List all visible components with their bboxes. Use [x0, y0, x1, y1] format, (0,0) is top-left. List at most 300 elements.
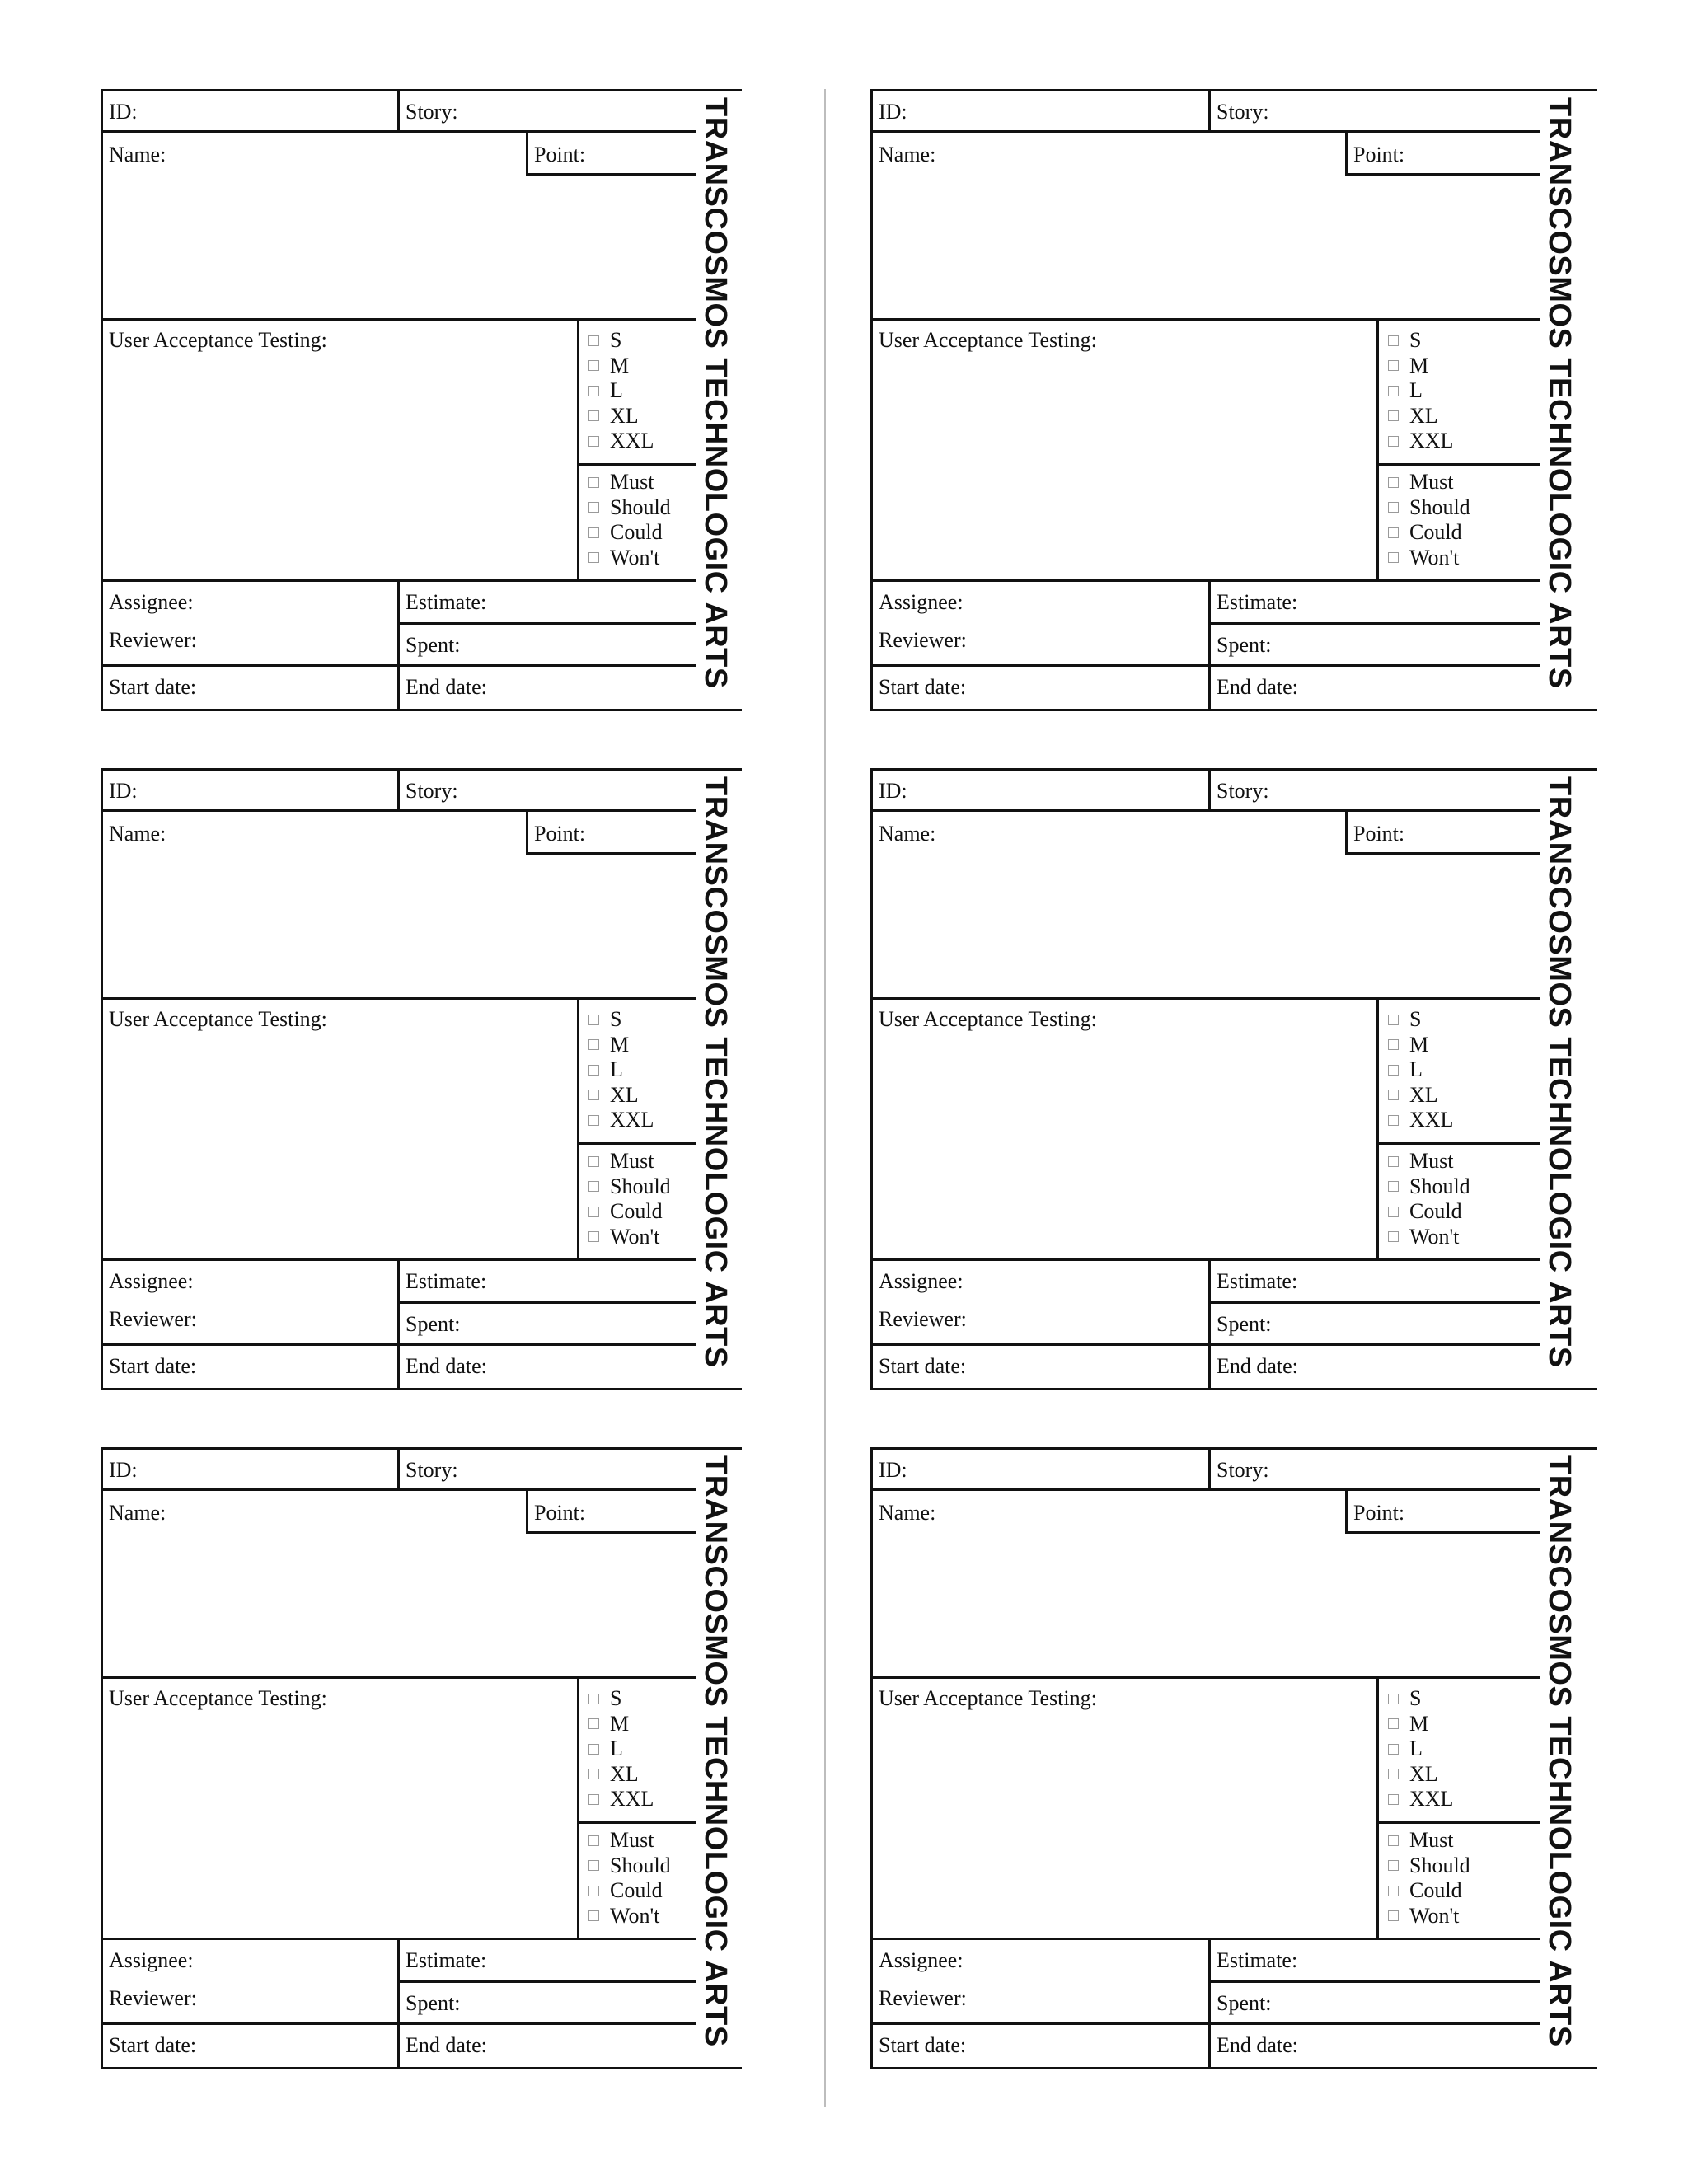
- card-bottom-border: [101, 1388, 742, 1390]
- reviewer-field[interactable]: Reviewer:: [879, 628, 967, 652]
- checkbox-icon[interactable]: [1388, 1231, 1399, 1242]
- checkbox-icon[interactable]: [1388, 1910, 1399, 1921]
- checkbox-label: M: [1409, 1032, 1429, 1057]
- estimate-field[interactable]: Estimate:: [1217, 1948, 1298, 1972]
- row-divider: [101, 1343, 696, 1346]
- card-left-border: [101, 89, 103, 710]
- estimate-spent-divider: [397, 1301, 696, 1304]
- start-date-field[interactable]: Start date:: [879, 2033, 967, 2057]
- options-divider: [1376, 463, 1540, 466]
- story-field[interactable]: Story:: [406, 1458, 458, 1482]
- people-effort-divider: [1208, 1938, 1211, 2069]
- spent-field[interactable]: Spent:: [406, 1991, 461, 2015]
- priority-option[interactable]: [588, 1149, 654, 1174]
- checkbox-label: L: [1409, 1057, 1423, 1081]
- start-date-field[interactable]: Start date:: [879, 1354, 967, 1378]
- size-option[interactable]: [1388, 404, 1438, 429]
- story-field[interactable]: Story:: [406, 779, 458, 803]
- checkbox-label: XL: [610, 403, 639, 428]
- checkbox-icon[interactable]: [588, 386, 599, 396]
- priority-option[interactable]: [588, 1174, 671, 1199]
- checkbox-label: M: [610, 1711, 630, 1736]
- people-effort-divider: [397, 579, 400, 711]
- size-option[interactable]: [588, 429, 654, 453]
- spent-field[interactable]: Spent:: [406, 633, 461, 657]
- size-option[interactable]: [588, 378, 623, 403]
- checkbox-label: Must: [610, 1149, 654, 1173]
- checkbox-icon[interactable]: [1388, 1886, 1399, 1896]
- id-story-divider: [1208, 768, 1211, 811]
- point-field[interactable]: Point:: [534, 1501, 586, 1525]
- row-divider: [870, 2022, 1540, 2025]
- row-divider: [101, 2022, 696, 2025]
- spent-field[interactable]: Spent:: [1217, 633, 1272, 657]
- uat-options-divider: [577, 1676, 579, 1940]
- point-bottom: [1345, 852, 1540, 855]
- checkbox-icon[interactable]: [588, 335, 599, 346]
- story-card: [101, 768, 742, 1394]
- checkbox-label: XXL: [1409, 1108, 1454, 1132]
- estimate-spent-divider: [397, 1980, 696, 1983]
- checkbox-icon[interactable]: [1388, 1015, 1399, 1025]
- checkbox-label: Could: [610, 1199, 663, 1223]
- reviewer-field[interactable]: Reviewer:: [109, 628, 197, 652]
- card-top-border: [101, 1447, 742, 1450]
- estimate-spent-divider: [1208, 1301, 1540, 1304]
- id-field[interactable]: ID:: [109, 1458, 138, 1482]
- checkbox-icon[interactable]: [588, 477, 599, 488]
- size-option[interactable]: [588, 1762, 639, 1787]
- id-story-divider: [1208, 1447, 1211, 1490]
- checkbox-label: Could: [1409, 1878, 1462, 1902]
- checkbox-label: S: [610, 328, 622, 352]
- checkbox-icon[interactable]: [588, 1744, 599, 1755]
- end-date-field[interactable]: End date:: [1217, 675, 1298, 699]
- priority-option[interactable]: [588, 495, 671, 520]
- checkbox-icon[interactable]: [588, 527, 599, 538]
- card-bottom-border: [870, 1388, 1597, 1390]
- checkbox-icon[interactable]: [588, 502, 599, 513]
- priority-option[interactable]: [1388, 1199, 1462, 1224]
- end-date-field[interactable]: End date:: [406, 2033, 487, 2057]
- size-option[interactable]: [588, 1083, 639, 1108]
- checkbox-icon[interactable]: [588, 360, 599, 371]
- name-field[interactable]: Name:: [879, 822, 936, 846]
- checkbox-icon[interactable]: [1388, 1694, 1399, 1704]
- size-option[interactable]: [588, 1686, 621, 1711]
- uat-field[interactable]: User Acceptance Testing:: [879, 328, 1097, 352]
- size-option[interactable]: [1388, 1762, 1438, 1787]
- checkbox-icon[interactable]: [1388, 477, 1399, 488]
- checkbox-label: S: [610, 1007, 622, 1031]
- priority-option[interactable]: [1388, 470, 1453, 494]
- checkbox-icon[interactable]: [588, 1065, 599, 1076]
- size-option[interactable]: [1388, 1686, 1421, 1711]
- checkbox-icon[interactable]: [588, 1039, 599, 1050]
- start-date-field[interactable]: Start date:: [879, 675, 967, 699]
- name-field[interactable]: Name:: [879, 143, 936, 166]
- row-divider: [870, 1676, 1540, 1679]
- checkbox-label: L: [610, 1057, 623, 1081]
- row-divider: [101, 1676, 696, 1679]
- checkbox-icon[interactable]: [1388, 502, 1399, 513]
- estimate-field[interactable]: Estimate:: [1217, 1269, 1298, 1293]
- spent-field[interactable]: Spent:: [1217, 1991, 1272, 2015]
- checkbox-icon[interactable]: [588, 1794, 599, 1805]
- uat-field[interactable]: User Acceptance Testing:: [109, 1007, 327, 1031]
- point-divider: [526, 1488, 528, 1533]
- size-option[interactable]: [588, 404, 639, 429]
- point-field[interactable]: Point:: [534, 143, 586, 166]
- options-divider: [1376, 1142, 1540, 1145]
- row-divider: [870, 1343, 1540, 1346]
- size-option[interactable]: [588, 354, 629, 378]
- brand-vertical-text: TRANSCOSMOS TECHNOLOGIC ARTS: [698, 1455, 733, 2047]
- point-divider: [526, 130, 528, 175]
- point-field[interactable]: Point:: [1353, 1501, 1405, 1525]
- size-option[interactable]: [1388, 429, 1453, 453]
- end-date-field[interactable]: End date:: [1217, 2033, 1298, 2057]
- assignee-field[interactable]: Assignee:: [879, 1948, 964, 1972]
- checkbox-icon[interactable]: [1388, 436, 1399, 447]
- card-top-border: [870, 89, 1597, 91]
- priority-option[interactable]: [1388, 1174, 1470, 1199]
- checkbox-label: XXL: [610, 1108, 654, 1132]
- checkbox-label: S: [1409, 328, 1422, 352]
- priority-option[interactable]: [1388, 1828, 1453, 1853]
- id-field[interactable]: ID:: [879, 1458, 907, 1482]
- checkbox-label: M: [1409, 353, 1429, 377]
- point-field[interactable]: Point:: [534, 822, 586, 846]
- checkbox-label: Should: [1409, 494, 1470, 519]
- card-bottom-border: [870, 709, 1597, 711]
- checkbox-label: Won't: [1409, 1224, 1460, 1249]
- row-divider: [101, 1488, 696, 1491]
- checkbox-icon[interactable]: [588, 1860, 599, 1871]
- checkbox-label: Won't: [610, 1903, 660, 1928]
- card-left-border: [870, 89, 873, 710]
- priority-option[interactable]: [1388, 546, 1459, 570]
- row-divider: [870, 318, 1540, 321]
- priority-option[interactable]: [588, 546, 659, 570]
- priority-option[interactable]: [588, 1225, 659, 1249]
- size-option[interactable]: [588, 1007, 621, 1032]
- spent-field[interactable]: Spent:: [1217, 1312, 1272, 1336]
- checkbox-icon[interactable]: [1388, 1090, 1399, 1100]
- row-divider: [870, 1938, 1540, 1940]
- end-date-field[interactable]: End date:: [406, 1354, 487, 1378]
- card-top-border: [101, 768, 742, 771]
- story-field[interactable]: Story:: [1217, 779, 1269, 803]
- checkbox-icon[interactable]: [1388, 1115, 1399, 1126]
- checkbox-label: Won't: [1409, 545, 1460, 569]
- priority-option[interactable]: [1388, 1854, 1470, 1878]
- size-option[interactable]: [1388, 1108, 1453, 1132]
- card-bottom-border: [870, 2067, 1597, 2069]
- checkbox-label: XL: [1409, 1082, 1438, 1107]
- checkbox-label: XL: [1409, 1761, 1438, 1786]
- checkbox-label: XL: [610, 1082, 639, 1107]
- size-option[interactable]: [588, 1736, 623, 1761]
- options-divider: [577, 1821, 696, 1824]
- card-left-border: [101, 1447, 103, 2069]
- name-field[interactable]: Name:: [879, 1501, 936, 1525]
- estimate-field[interactable]: Estimate:: [406, 1269, 487, 1293]
- checkbox-label: Should: [1409, 1853, 1470, 1877]
- reviewer-field[interactable]: Reviewer:: [109, 1307, 197, 1331]
- priority-option[interactable]: [588, 470, 654, 494]
- priority-option[interactable]: [588, 1199, 663, 1224]
- story-card: [870, 89, 1597, 715]
- end-date-field[interactable]: End date:: [406, 675, 487, 699]
- priority-option[interactable]: [1388, 1149, 1453, 1174]
- checkbox-label: Must: [610, 470, 654, 494]
- checkbox-icon[interactable]: [588, 1910, 599, 1921]
- checkbox-icon[interactable]: [588, 410, 599, 421]
- size-option[interactable]: [1388, 378, 1423, 403]
- priority-option[interactable]: [588, 1854, 671, 1878]
- checkbox-label: Should: [610, 1174, 671, 1198]
- uat-field[interactable]: User Acceptance Testing:: [879, 1686, 1097, 1710]
- people-effort-divider: [397, 1938, 400, 2069]
- people-effort-divider: [1208, 579, 1211, 711]
- id-story-divider: [397, 768, 400, 811]
- size-option[interactable]: [588, 328, 621, 353]
- size-option[interactable]: [1388, 1712, 1428, 1736]
- story-card: [101, 1447, 742, 2074]
- checkbox-icon[interactable]: [588, 1769, 599, 1779]
- checkbox-icon[interactable]: [1388, 1718, 1399, 1729]
- estimate-spent-divider: [1208, 1980, 1540, 1983]
- card-top-border: [101, 89, 742, 91]
- id-story-divider: [1208, 89, 1211, 132]
- checkbox-label: Could: [1409, 520, 1462, 544]
- checkbox-label: S: [610, 1686, 622, 1710]
- checkbox-icon[interactable]: [588, 436, 599, 447]
- priority-option[interactable]: [1388, 1904, 1459, 1929]
- uat-options-divider: [577, 997, 579, 1261]
- point-divider: [1345, 130, 1348, 175]
- id-story-divider: [397, 89, 400, 132]
- id-field[interactable]: ID:: [879, 100, 907, 124]
- assignee-field[interactable]: Assignee:: [109, 590, 194, 614]
- priority-option[interactable]: [588, 1904, 659, 1929]
- checkbox-label: M: [1409, 1711, 1429, 1736]
- name-field[interactable]: Name:: [109, 1501, 166, 1525]
- name-field[interactable]: Name:: [109, 143, 166, 166]
- checkbox-label: XXL: [1409, 1787, 1454, 1811]
- checkbox-icon[interactable]: [588, 1015, 599, 1025]
- checkbox-icon[interactable]: [588, 1718, 599, 1729]
- priority-option[interactable]: [588, 1828, 654, 1853]
- checkbox-icon[interactable]: [1388, 1039, 1399, 1050]
- point-field[interactable]: Point:: [1353, 822, 1405, 846]
- checkbox-label: Could: [1409, 1199, 1462, 1223]
- row-divider: [101, 809, 696, 812]
- uat-field[interactable]: User Acceptance Testing:: [109, 1686, 327, 1710]
- checkbox-icon[interactable]: [1388, 410, 1399, 421]
- end-date-field[interactable]: End date:: [1217, 1354, 1298, 1378]
- name-field[interactable]: Name:: [109, 822, 166, 846]
- cut-divider: [824, 89, 826, 2107]
- checkbox-icon[interactable]: [588, 552, 599, 563]
- size-option[interactable]: [1388, 354, 1428, 378]
- priority-option[interactable]: [588, 1878, 663, 1903]
- reviewer-field[interactable]: Reviewer:: [879, 1986, 967, 2010]
- checkbox-icon[interactable]: [588, 1090, 599, 1100]
- id-field[interactable]: ID:: [109, 100, 138, 124]
- checkbox-label: XXL: [610, 1787, 654, 1811]
- story-field[interactable]: Story:: [1217, 100, 1269, 124]
- checkbox-icon[interactable]: [1388, 1065, 1399, 1076]
- card-left-border: [870, 768, 873, 1390]
- point-bottom: [1345, 1531, 1540, 1534]
- checkbox-label: Could: [610, 520, 663, 544]
- priority-option[interactable]: [1388, 520, 1462, 545]
- point-bottom: [526, 1531, 696, 1534]
- checkbox-label: XL: [1409, 403, 1438, 428]
- uat-field[interactable]: User Acceptance Testing:: [109, 328, 327, 352]
- checkbox-label: M: [610, 1032, 630, 1057]
- estimate-spent-divider: [1208, 622, 1540, 625]
- options-divider: [577, 463, 696, 466]
- size-option[interactable]: [1388, 1007, 1421, 1032]
- point-bottom: [1345, 173, 1540, 176]
- checkbox-icon[interactable]: [588, 1231, 599, 1242]
- checkbox-label: S: [1409, 1686, 1422, 1710]
- story-field[interactable]: Story:: [1217, 1458, 1269, 1482]
- story-card: [870, 768, 1597, 1394]
- brand-vertical-text: TRANSCOSMOS TECHNOLOGIC ARTS: [1542, 97, 1577, 689]
- checkbox-label: XXL: [1409, 429, 1454, 452]
- checkbox-icon[interactable]: [1388, 1860, 1399, 1871]
- checkbox-icon[interactable]: [1388, 1156, 1399, 1167]
- story-field[interactable]: Story:: [406, 100, 458, 124]
- checkbox-icon[interactable]: [588, 1207, 599, 1217]
- uat-options-divider: [1376, 997, 1379, 1261]
- point-field[interactable]: Point:: [1353, 143, 1405, 166]
- checkbox-label: Won't: [1409, 1903, 1460, 1928]
- row-divider: [101, 130, 696, 133]
- card-bottom-border: [101, 709, 742, 711]
- checkbox-label: Should: [610, 494, 671, 519]
- assignee-field[interactable]: Assignee:: [109, 1948, 194, 1972]
- size-option[interactable]: [588, 1712, 629, 1736]
- size-option[interactable]: [1388, 1057, 1423, 1082]
- checkbox-label: XL: [610, 1761, 639, 1786]
- start-date-field[interactable]: Start date:: [109, 675, 197, 699]
- uat-options-divider: [577, 318, 579, 582]
- checkbox-icon[interactable]: [1388, 1769, 1399, 1779]
- brand-vertical-text: TRANSCOSMOS TECHNOLOGIC ARTS: [1542, 776, 1577, 1368]
- checkbox-label: L: [1409, 1736, 1423, 1760]
- priority-option[interactable]: [1388, 1225, 1459, 1249]
- size-option[interactable]: [1388, 1083, 1438, 1108]
- checkbox-icon[interactable]: [1388, 1181, 1399, 1192]
- checkbox-icon[interactable]: [1388, 386, 1399, 396]
- point-divider: [526, 809, 528, 854]
- checkbox-icon[interactable]: [1388, 360, 1399, 371]
- checkbox-icon[interactable]: [588, 1115, 599, 1126]
- checkbox-label: Must: [1409, 470, 1454, 494]
- checkbox-icon[interactable]: [588, 1694, 599, 1704]
- checkbox-icon[interactable]: [1388, 1207, 1399, 1217]
- size-option[interactable]: [1388, 328, 1421, 353]
- size-option[interactable]: [588, 1787, 654, 1811]
- people-effort-divider: [1208, 1258, 1211, 1390]
- card-left-border: [101, 768, 103, 1390]
- checkbox-icon[interactable]: [1388, 527, 1399, 538]
- brand-vertical-text: TRANSCOSMOS TECHNOLOGIC ARTS: [698, 97, 733, 689]
- id-field[interactable]: ID:: [879, 779, 907, 803]
- checkbox-icon[interactable]: [1388, 552, 1399, 563]
- checkbox-icon[interactable]: [1388, 335, 1399, 346]
- checkbox-label: L: [610, 378, 623, 402]
- checkbox-label: L: [610, 1736, 623, 1760]
- row-divider: [870, 1258, 1540, 1261]
- row-divider: [101, 318, 696, 321]
- story-card: [101, 89, 742, 715]
- checkbox-label: Could: [610, 1878, 663, 1902]
- start-date-field[interactable]: Start date:: [109, 2033, 197, 2057]
- checkbox-icon[interactable]: [588, 1886, 599, 1896]
- point-divider: [1345, 809, 1348, 854]
- checkbox-label: XXL: [610, 429, 654, 452]
- estimate-field[interactable]: Estimate:: [406, 590, 487, 614]
- priority-option[interactable]: [1388, 495, 1470, 520]
- people-effort-divider: [397, 1258, 400, 1390]
- size-option[interactable]: [1388, 1787, 1453, 1811]
- brand-vertical-text: TRANSCOSMOS TECHNOLOGIC ARTS: [1542, 1455, 1577, 2047]
- checkbox-icon[interactable]: [588, 1156, 599, 1167]
- card-top-border: [870, 1447, 1597, 1450]
- uat-options-divider: [1376, 1676, 1379, 1940]
- checkbox-label: Should: [610, 1853, 671, 1877]
- checkbox-label: Should: [1409, 1174, 1470, 1198]
- reviewer-field[interactable]: Reviewer:: [109, 1986, 197, 2010]
- id-field[interactable]: ID:: [109, 779, 138, 803]
- estimate-field[interactable]: Estimate:: [406, 1948, 487, 1972]
- size-option[interactable]: [588, 1057, 623, 1082]
- uat-field[interactable]: User Acceptance Testing:: [879, 1007, 1097, 1031]
- start-date-field[interactable]: Start date:: [109, 1354, 197, 1378]
- uat-options-divider: [1376, 318, 1379, 582]
- checkbox-icon[interactable]: [1388, 1835, 1399, 1846]
- card-bottom-border: [101, 2067, 742, 2069]
- size-option[interactable]: [1388, 1033, 1428, 1057]
- size-option[interactable]: [588, 1033, 629, 1057]
- reviewer-field[interactable]: Reviewer:: [879, 1307, 967, 1331]
- priority-option[interactable]: [1388, 1878, 1462, 1903]
- assignee-field[interactable]: Assignee:: [879, 1269, 964, 1293]
- checkbox-icon[interactable]: [588, 1835, 599, 1846]
- priority-option[interactable]: [588, 520, 663, 545]
- row-divider: [101, 997, 696, 1000]
- row-divider: [870, 664, 1540, 667]
- checkbox-icon[interactable]: [588, 1181, 599, 1192]
- row-divider: [870, 130, 1540, 133]
- size-option[interactable]: [1388, 1736, 1423, 1761]
- assignee-field[interactable]: Assignee:: [109, 1269, 194, 1293]
- spent-field[interactable]: Spent:: [406, 1312, 461, 1336]
- estimate-field[interactable]: Estimate:: [1217, 590, 1298, 614]
- checkbox-label: Won't: [610, 545, 660, 569]
- row-divider: [870, 579, 1540, 582]
- checkbox-icon[interactable]: [1388, 1794, 1399, 1805]
- size-option[interactable]: [588, 1108, 654, 1132]
- assignee-field[interactable]: Assignee:: [879, 590, 964, 614]
- checkbox-icon[interactable]: [1388, 1744, 1399, 1755]
